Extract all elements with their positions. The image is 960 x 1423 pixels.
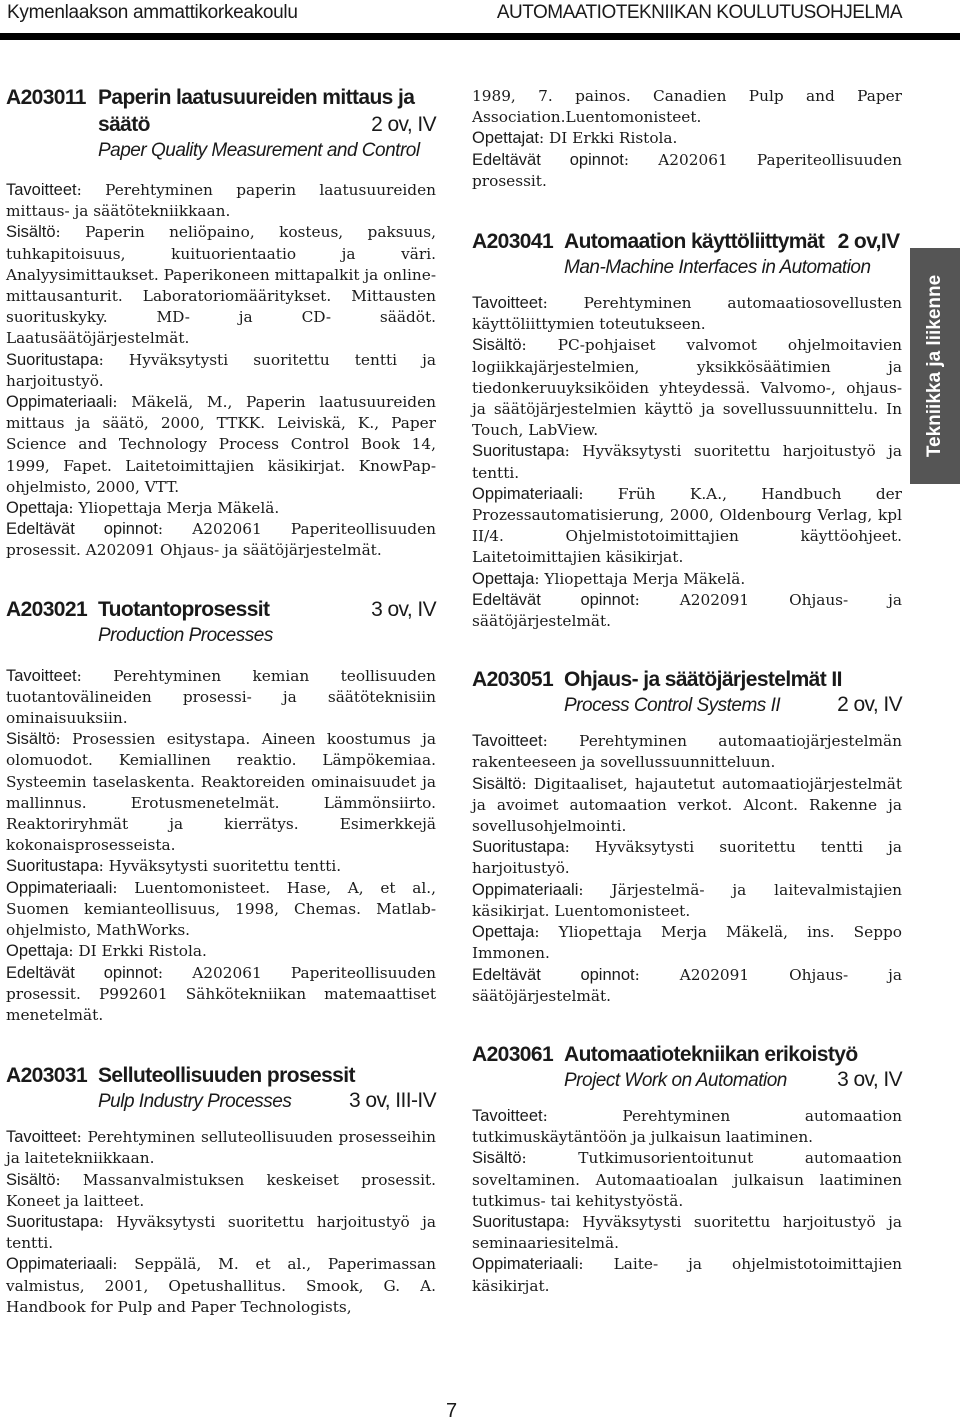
- text-tavoitteet: : Perehtyminen automaatiosovellusten käyttöliittymien toteutukseen.: [472, 294, 902, 334]
- text-edeltavat: : A202061 Paperiteollisuuden prosessit. A202091 Ohjaus- ja säätöjärjestelmät.: [6, 520, 437, 560]
- label-tavoitteet: Tavoitteet: [472, 294, 543, 313]
- text-edeltavat: : A202091 Ohjaus- ja säätöjärjestelmät.: [472, 965, 902, 1005]
- course-a203061: [472, 1041, 902, 1297]
- course-a203051: [472, 666, 902, 1007]
- course-body: [6, 1127, 436, 1318]
- text-opettaja: : Yliopettaja Merja Mäkelä, ins. Seppo Immonen.: [472, 923, 902, 963]
- label-sisalto: Sisältö: [6, 1170, 56, 1189]
- text-suoritustapa: : Hyväksytysti suoritettu harjoitustyö ja tentti.: [6, 1212, 436, 1253]
- course-title: Ohjaus- ja säätöjärjestelmät II: [564, 668, 842, 692]
- course-credits: 2 ov, IV: [837, 693, 902, 717]
- course-credits: 3 ov, III-IV: [349, 1089, 436, 1113]
- course-heading: [472, 1041, 902, 1068]
- course-heading: [6, 84, 436, 111]
- label-tavoitteet: Tavoitteet: [472, 1106, 543, 1125]
- course-heading: [472, 666, 902, 693]
- course-subtitle: Paper Quality Measurement and Control: [98, 140, 420, 161]
- text-oppimateriaali: : Laite- ja ohjelmistotoimittajien käsikirjat.: [472, 1255, 902, 1295]
- course-a203021: [6, 596, 436, 1026]
- course-body: [472, 731, 902, 1007]
- label-sisalto: Sisältö: [472, 336, 522, 355]
- text-tavoitteet: : Perehtyminen automaation tutkimuskäytäntöön ja julkaisun laatiminen.: [472, 1106, 902, 1147]
- page-number: 7: [446, 1400, 458, 1422]
- label-opettajat: Opettajat: [472, 129, 539, 148]
- label-suoritustapa: Suoritustapa: [6, 1212, 99, 1231]
- course-code: A203021: [6, 597, 88, 621]
- text-suoritustapa: : Hyväksytysti suoritettu tentti ja harjoitustyö.: [472, 838, 902, 878]
- label-tavoitteet: Tavoitteet: [6, 181, 77, 199]
- course-body: [6, 666, 436, 1026]
- text-edeltavat: : A202061 Paperiteollisuuden prosessit. P992601 Sähkötekniikan matemaattiset menetelmät.: [6, 963, 437, 1024]
- label-tavoitteet: Tavoitteet: [6, 666, 77, 685]
- course-code: A203041: [472, 230, 554, 254]
- text-tavoitteet: : Perehtyminen paperin laatusuureiden mittaus- ja säätötekniikkaan.: [6, 181, 436, 221]
- course-subtitle-row: [472, 1068, 902, 1096]
- label-edeltavat: Edeltävät opinnot: [472, 150, 624, 169]
- course-title-line1: Paperin laatusuureiden mittaus ja: [98, 86, 415, 109]
- label-oppimateriaali: Oppimateriaali: [472, 484, 579, 503]
- label-opettaja: Opettaja: [472, 923, 535, 942]
- programme-name: AUTOMAATIOTEKNIIKAN KOULUTUSOHJELMA: [496, 2, 902, 23]
- text-sisalto: : Digitaaliset, hajautetut automaatiojärjestelmät ja avoimet automaation verkot. Alcont. Rakenne ja sovellusohjelmointi.: [472, 774, 902, 836]
- course-heading: [6, 1062, 436, 1089]
- text-tavoitteet: : Perehtyminen automaatiojärjestelmän rakenteeseen ja sovellussuunnitteluun.: [472, 732, 902, 772]
- course-heading-line2: [6, 111, 436, 138]
- course-title: Automaation käyttöliittymät: [564, 230, 825, 254]
- text-opettaja: : Yliopettaja Merja Mäkelä.: [534, 569, 746, 588]
- text-suoritustapa: : Hyväksytysti suoritettu tentti.: [98, 857, 342, 876]
- label-sisalto: Sisältö: [472, 774, 522, 793]
- text-edeltavat: : A202061 Paperiteollisuuden prosessit.: [472, 150, 903, 190]
- text-oppimateriaali: : Mäkelä, M., Paperin laatusuureiden mittaus ja säätö, 2000, TTKK. Leiviskä, K., Paper Science and Technology Process Control Book 14, 1999, Fapet. Laitetoimittajien käsikirjat. KnowPap-ohjelmisto, 2000, VTT.: [6, 393, 436, 496]
- left-column: [6, 84, 436, 1318]
- label-opettaja: Opettaja: [6, 942, 69, 961]
- course-title: Tuotantoprosessit: [98, 597, 270, 621]
- page-header: [0, 0, 960, 40]
- label-suoritustapa: Suoritustapa: [472, 442, 565, 461]
- text-sisalto: : Prosessien esitystapa. Aineen koostumus ja olomuodot. Kemiallinen reaktio. Lämpökemiaa. Systeemin taselaskenta. Reaktoreiden ominaisuudet ja mallinnus. Erotusmenetelmät. Lämmönsiirto. Reaktoriryhmät ja kierrätys. Esimerkkejä kokonaisprosesseista.: [6, 730, 436, 855]
- course-credits: 3 ov, IV: [371, 597, 436, 621]
- course-title: Automaatiotekniikan erikoistyö: [564, 1042, 858, 1066]
- text-suoritustapa: : Hyväksytysti suoritettu harjoitustyö ja tentti.: [472, 442, 902, 482]
- text-sisalto: : Tutkimusorientoitunut automaation soveltaminen. Automaatioalan julkaisun laatiminen tutkimus- tai kehitystyöstä.: [472, 1149, 902, 1210]
- label-sisalto: Sisältö: [6, 223, 56, 242]
- course-subtitle: Man-Machine Interfaces in Automation: [564, 257, 871, 279]
- label-oppimateriaali: Oppimateriaali: [6, 1255, 113, 1274]
- text-sisalto: : PC-pohjaiset valvomot ohjelmoitavien logiikkajärjestelmien, yksikkösäätimien ja tiedonkeruuyksiköiden yhteydessä. Valvomo-, ohjaus- ja säätöjärjestelmien käyttö ja sovellussuunnittelu. In Touch, LabView.: [472, 336, 902, 440]
- course-subtitle: Project Work on Automation: [564, 1069, 787, 1091]
- label-edeltavat: Edeltävät opinnot: [472, 965, 635, 984]
- header-rule: [0, 33, 960, 40]
- text-oppimateriaali: : Seppälä, M. et al., Paperimassan valmistus, 2001, Opetushallitus. Smook, G. A. Handbook for Pulp and Paper Technologists,: [6, 1255, 436, 1316]
- course-title: Selluteollisuuden prosessit: [98, 1064, 355, 1088]
- label-oppimateriaali: Oppimateriaali: [472, 880, 579, 899]
- course-body: [6, 180, 436, 562]
- course-a203031: [6, 1062, 436, 1318]
- text-opettajat: : DI Erkki Ristola.: [538, 129, 678, 148]
- label-suoritustapa: Suoritustapa: [472, 1212, 565, 1231]
- text-sisalto: : Paperin neliöpaino, kosteus, paksuus, tuhkapitoisuus, kuituorientaatio ja väri. Analyysimittaukset. Paperikoneen mittapalkit ja online-mittausanturit. Laboratoriomääritykset. Mittausten suorituskyky. MD- ja CD- säädöt. Laatusäätöjärjestelmät.: [6, 223, 437, 348]
- course-code: A203061: [472, 1042, 554, 1066]
- label-tavoitteet: Tavoitteet: [472, 732, 543, 751]
- course-heading: [472, 228, 902, 255]
- course-code: A203011: [6, 86, 86, 109]
- label-tavoitteet: Tavoitteet: [6, 1128, 77, 1147]
- label-opettaja: Opettaja: [472, 569, 535, 588]
- right-column: [472, 84, 902, 1297]
- text-tavoitteet: : Perehtyminen kemian teollisuuden tuotantovälineiden prosessi- ja säätöteknisiin ominaisuuksiin.: [6, 666, 436, 728]
- course-credits: 2 ov,IV: [837, 230, 900, 254]
- text-edeltavat: : A202091 Ohjaus- ja säätöjärjestelmät.: [472, 590, 902, 631]
- label-suoritustapa: Suoritustapa: [472, 838, 565, 857]
- label-suoritustapa: Suoritustapa: [6, 857, 99, 876]
- label-edeltavat: Edeltävät opinnot: [6, 520, 158, 539]
- label-oppimateriaali: Oppimateriaali: [472, 1255, 579, 1274]
- course-subtitle: Process Control Systems II: [564, 695, 781, 717]
- course-a203041: [472, 228, 902, 632]
- institution-name: Kymenlaakson ammattikorkeakoulu: [7, 2, 298, 23]
- label-sisalto: Sisältö: [6, 730, 56, 749]
- course-subtitle: Pulp Industry Processes: [98, 1091, 292, 1113]
- text-suoritustapa: : Hyväksytysti suoritettu harjoitustyö ja seminaariesitelmä.: [472, 1212, 902, 1253]
- course-a203011: [6, 84, 436, 562]
- text-oppimateriaali: : Järjestelmä- ja laitevalmistajien käsikirjat. Luentomonisteet.: [472, 880, 902, 920]
- section-side-tab: [910, 248, 960, 484]
- course-credits: 2 ov, IV: [371, 113, 436, 136]
- label-suoritustapa: Suoritustapa: [6, 350, 99, 369]
- label-sisalto: Sisältö: [472, 1149, 522, 1168]
- course-subtitle: Production Processes: [98, 624, 273, 646]
- text-opettaja: : DI Erkki Ristola.: [68, 942, 207, 961]
- course-a203031-continued: [472, 86, 902, 192]
- text-tavoitteet: : Perehtyminen selluteollisuuden prosesseihin ja laitetekniikkaan.: [6, 1128, 436, 1168]
- course-heading: [6, 596, 436, 623]
- course-body: [472, 293, 902, 632]
- text-opettaja: : Yliopettaja Merja Mäkelä.: [68, 499, 280, 518]
- side-tab-label: Tekniikka ja liikenne: [924, 274, 945, 458]
- course-subtitle-row: [6, 1089, 436, 1117]
- label-oppimateriaali: Oppimateriaali: [6, 878, 113, 897]
- label-edeltavat: Edeltävät opinnot: [6, 963, 158, 982]
- course-body: [472, 1106, 902, 1297]
- course-code: A203051: [472, 668, 554, 692]
- text-oppimateriaali: : Früh K.A., Handbuch der Prozessautomatisierung, 2000, Oldenbourg Verlag, kpl II/4. Ohjelmistotoimittajien käyttöohjeet. Laitetoimittajien käsikirjat.: [472, 484, 902, 567]
- course-subtitle-row: [472, 693, 902, 721]
- label-edeltavat: Edeltävät opinnot: [472, 590, 635, 609]
- text-sisalto: : Massanvalmistuksen keskeiset prosessit. Koneet ja laitteet.: [6, 1170, 436, 1210]
- course-credits: 3 ov, IV: [837, 1067, 902, 1091]
- label-oppimateriaali: Oppimateriaali: [6, 393, 113, 412]
- course-code: A203031: [6, 1064, 88, 1088]
- text-suoritustapa: : Hyväksytysti suoritettu tentti ja harjoitustyö.: [6, 350, 436, 390]
- text-oppimateriaali-continued: 1989, 7. painos. Canadien Pulp and Paper Association.Luentomonisteet.: [472, 87, 902, 127]
- label-opettaja: Opettaja: [6, 499, 69, 518]
- course-title-line2: säätö: [98, 113, 150, 136]
- text-oppimateriaali: : Luentomonisteet. Hase, A, et al., Suomen kemianteollisuus, 1998, Chemas. Matlab-ohjelmisto, MathWorks.: [6, 878, 436, 940]
